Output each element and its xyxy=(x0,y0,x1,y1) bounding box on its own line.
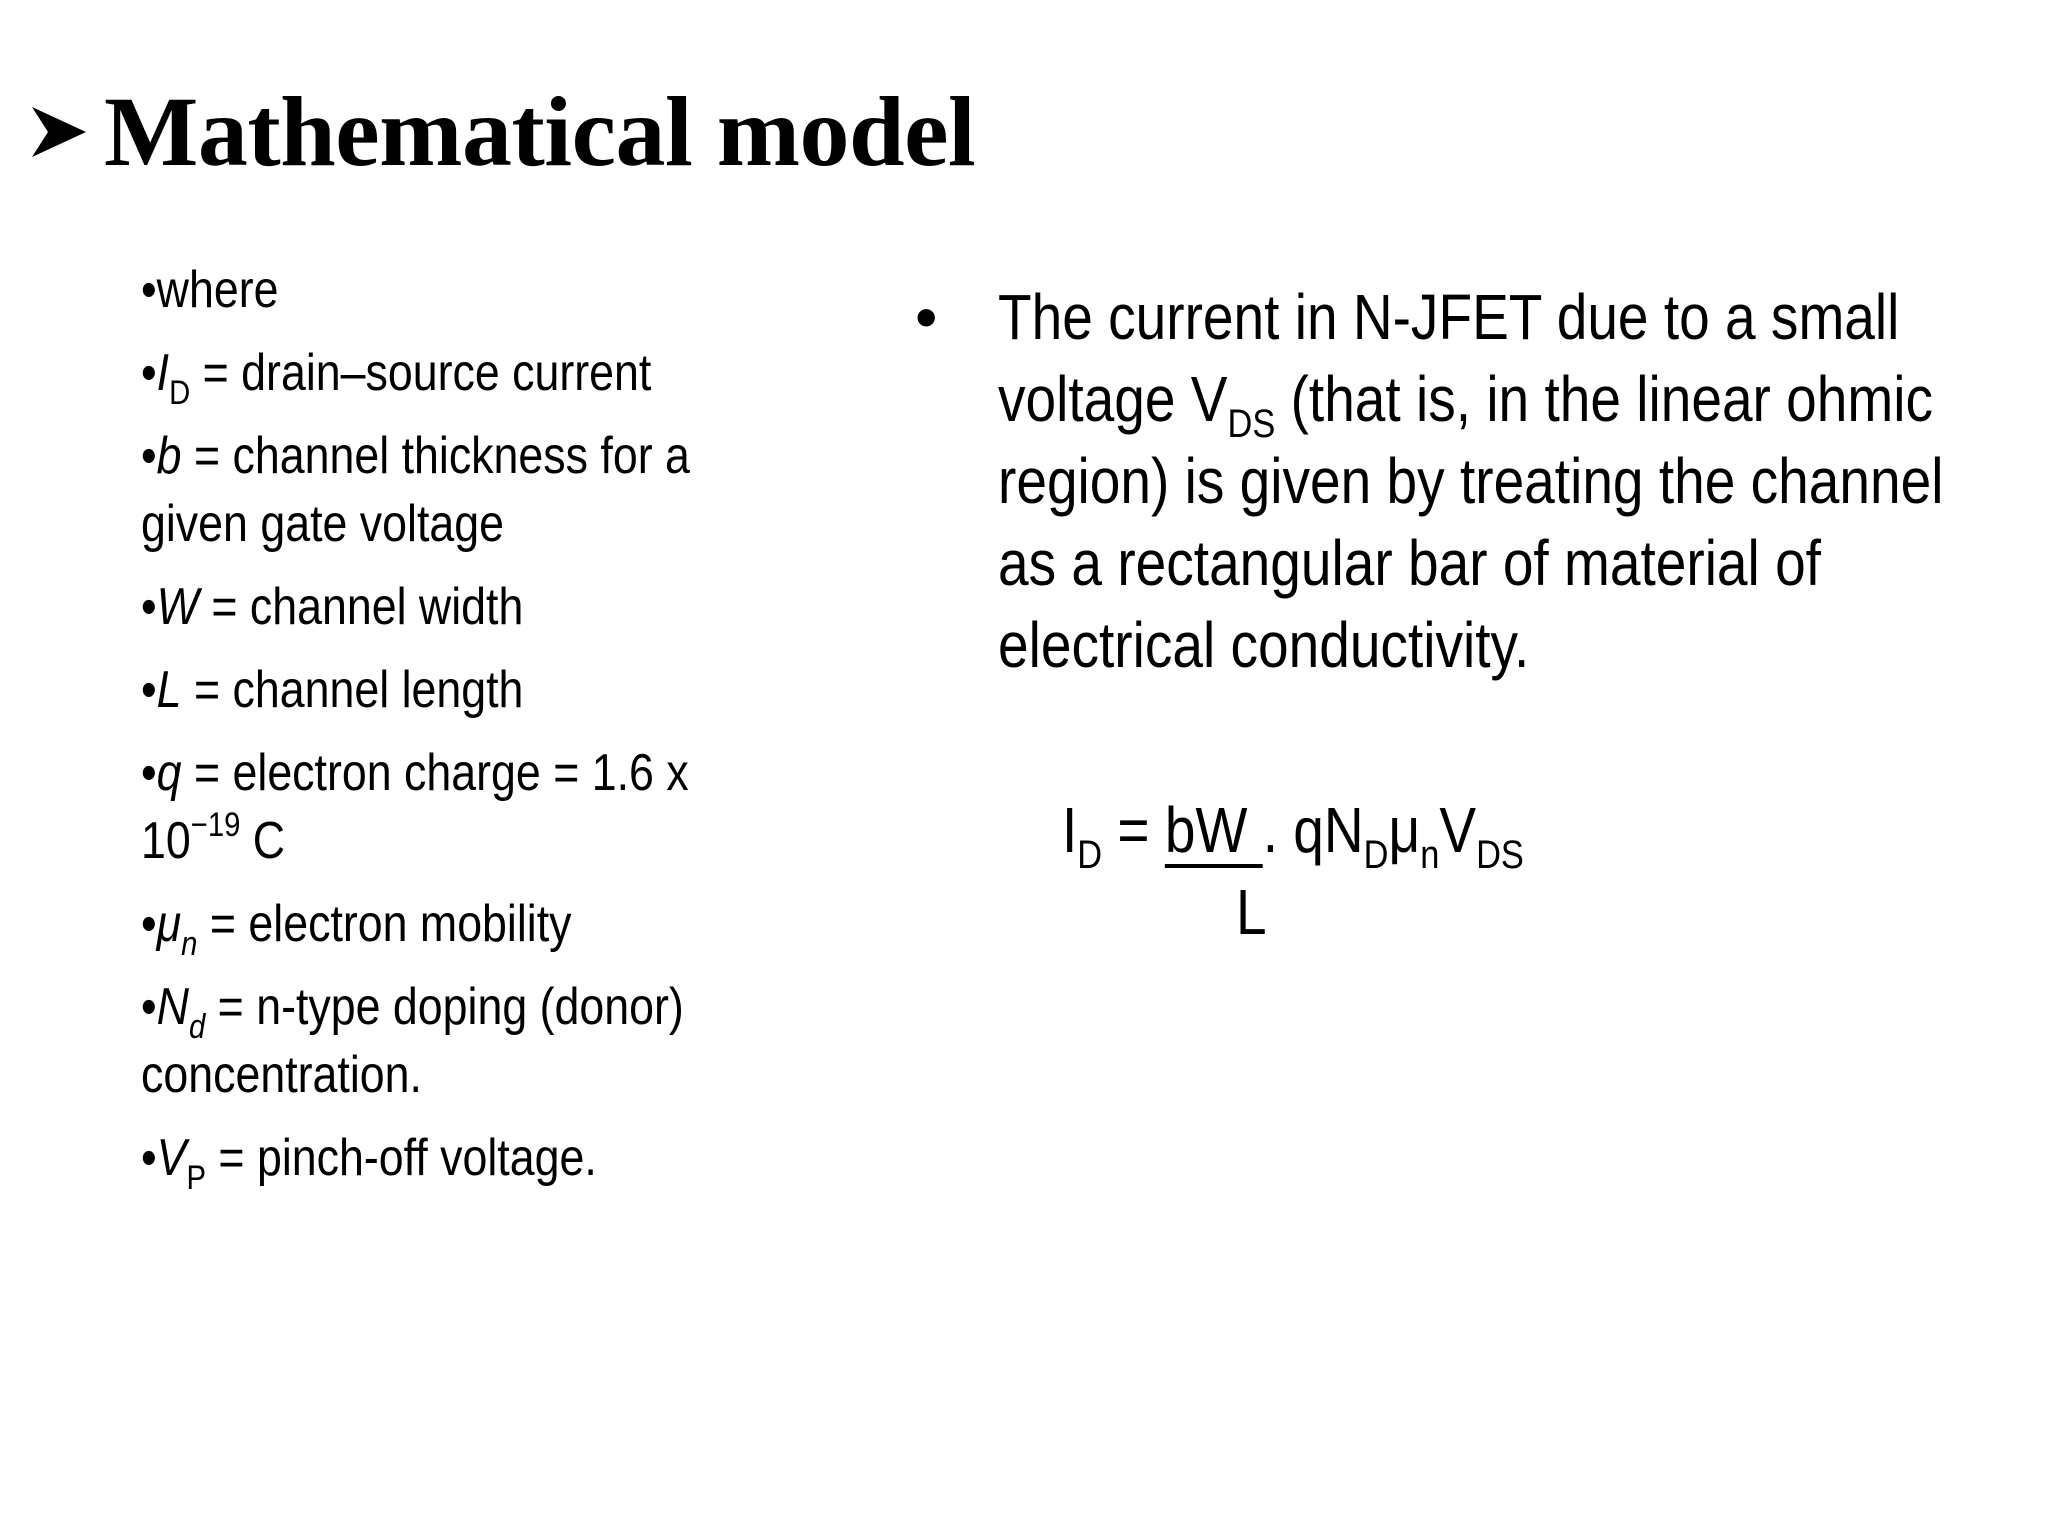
definition-nd: $•N_d$ = n-type doping (donor) concentration. xyxy=(141,978,684,1104)
definition-where: •where xyxy=(141,261,279,319)
fraction-denominator: L xyxy=(1236,876,1267,948)
slide-title xyxy=(28,72,975,192)
drain-current-formula: $I_D$ = bW . $qN_D\mu_nV_{DS}$ xyxy=(1062,794,1524,877)
slide-title-text: Mathematical model xyxy=(104,76,976,187)
definition-id: $•I_D$ = drain–source current xyxy=(141,344,652,412)
definition-vp: $•V_P$ = pinch-off voltage. xyxy=(141,1129,597,1197)
fraction-numerator: bW xyxy=(1164,794,1263,866)
paragraph-bullet: • xyxy=(915,281,938,353)
definition-q: •q = electron charge = 1.6 x $10^{-19}$ C xyxy=(141,744,689,870)
arrow-bullet-icon xyxy=(28,101,90,163)
definitions-list xyxy=(141,256,690,1207)
paragraph-text: The current in N-JFET due to a small voltage $V_{DS}$ (that is, in the linear ohmic region) is given by treating the channel as a rectangular bar of material of electrical conductivity. xyxy=(998,281,1944,681)
definition-b: •b = channel thickness for a given gate voltage xyxy=(141,427,690,553)
definition-mu: $•\mu_n$ = electron mobility xyxy=(141,895,572,963)
definition-w: •W = channel width xyxy=(141,578,524,636)
definition-l: •L = channel length xyxy=(141,661,524,719)
